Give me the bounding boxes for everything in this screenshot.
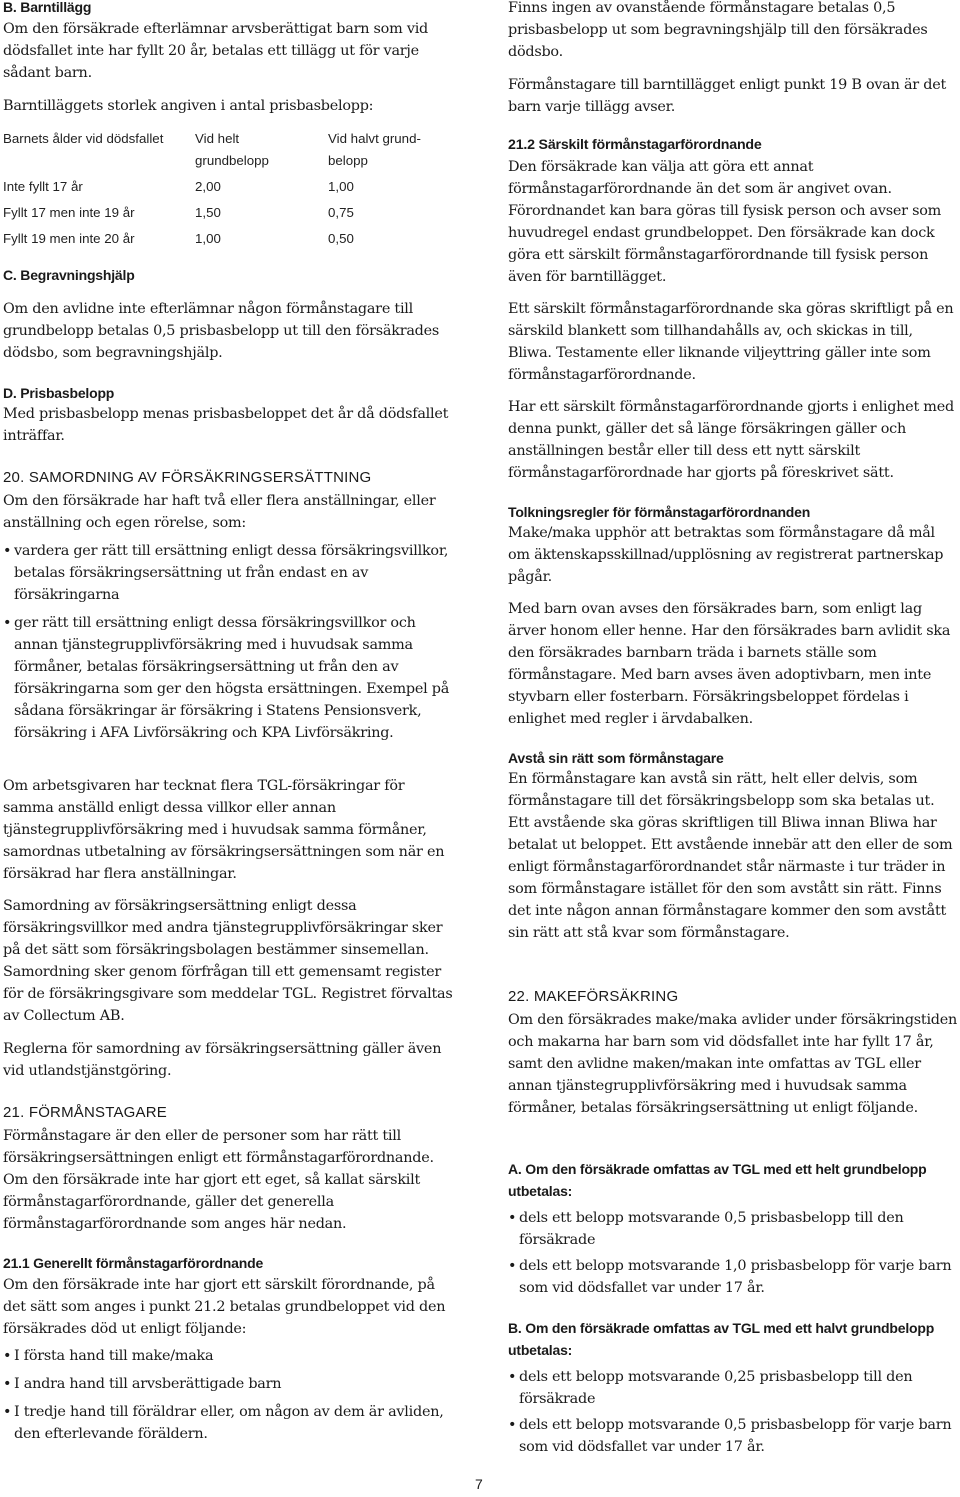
section-title: FÖRMÅNSTAGARE — [28, 1104, 167, 1121]
section-number: 21. — [3, 1104, 25, 1121]
beneficiary-bullet: • I andra hand till arvsberättigade barn — [3, 1373, 459, 1395]
section-22-heading — [508, 987, 678, 1007]
table-header-cell: Vid halvt grund- — [328, 131, 421, 146]
section-21-2-heading: 21.2 Särskilt förmånstagarförordnande — [508, 137, 762, 153]
waive-rights-text: En förmånstagare kan avstå sin rätt, helt eller delvis, som förmånstagare till det försäkringsbelopp som ska betalas ut. Ett avstående ska göras skriftligen till Bliwa innan Bliwa har betalat ut beloppet. Ett avstående innebär att den eller de som enligt förmånstagarförordnandet står närmaste i tur träder in som förmånstagare istället för den som avstått sin rätt. Finns det inte någon annan förmånstagare kommer den som avstått sin rätt att stå kvar som förmånstagare. — [508, 771, 953, 941]
spouse-case-b-bullet: • dels ett belopp motsvarande 0,25 prisbasbelopp till den försäkrade — [508, 1366, 959, 1410]
interpretation-rules-text: Med barn ovan avses den försäkrades barn, som enligt lag ärver honom eller henne. Har den försäkrades barn avlidit ska den försäkrades barnbarn träda i barnets ställe som förmånstagare. Med barn avses även adoptivbarn, men inte styvbarn eller fosterbarn. Försäkringsbeloppet fördelas i enlighet med regler i ärvdabalken. — [508, 601, 951, 727]
section-21-2-text: Har ett särskilt förmånstagarförordnande gjorts i enlighet med denna punkt, gäller det så länge försäkringen gäller och anställningen består eller till dess ett nytt särskilt förmånstagarförordnade har gjorts på föreskrivet sätt. — [508, 399, 954, 481]
table-row — [3, 202, 458, 224]
section-d-heading: D. Prisbasbelopp — [3, 385, 115, 401]
section-title: SAMORDNING AV FÖRSÄKRINGSERSÄTTNING — [28, 469, 372, 486]
section-b-text: Om den försäkrade efterlämnar arvsberättigat barn som vid dödsfallet inte har fyllt 20 år, betalas ett tillägg ut för varje sådant barn. — [3, 21, 429, 81]
table-cell: 0,50 — [328, 231, 354, 246]
section-b-heading: B. Barntillägg — [3, 0, 92, 15]
spouse-case-a-bullet: • dels ett belopp motsvarande 1,0 prisbasbelopp för varje barn som vid dödsfallet var under 17 år. — [508, 1255, 959, 1299]
section-title: MAKEFÖRSÄKRING — [533, 988, 679, 1005]
waive-rights-heading: Avstå sin rätt som förmånstagare — [508, 750, 724, 766]
interpretation-rules-heading: Tolkningsregler för förmånstagarförordnanden — [508, 504, 811, 520]
section-21-2-text: Ett särskilt förmånstagarförordnande ska göras skriftligt på en särskild blankett som tillhandahålls av, och skickas in till, Bliwa. Testamente eller liknande viljeyttring gäller inte som förmånstagarförordnande. — [508, 301, 954, 383]
section-21-1-heading: 21.1 Generellt förmånstagarförordnande — [3, 1255, 264, 1271]
table-header-cell: Vid helt — [195, 131, 240, 146]
table-cell: Fyllt 19 men inte 20 år — [3, 231, 135, 246]
table-cell: 0,75 — [328, 205, 354, 220]
table-row — [3, 228, 458, 250]
spouse-case-b-heading: B. Om den försäkrade omfattas av TGL med ett halvt grundbelopp utbetalas: — [508, 1320, 935, 1358]
table-header-cell — [3, 150, 195, 172]
section-number: 22. — [508, 988, 530, 1005]
section-d-text: Med prisbasbelopp menas prisbasbeloppet det år då dödsfallet inträffar. — [3, 406, 449, 444]
funeral-aid-text: Finns ingen av ovanstående förmånstagare betalas 0,5 prisbasbelopp ut som begravningshjälp till den försäkrades dödsbo. — [508, 0, 928, 60]
section-21-heading — [3, 1103, 167, 1123]
section-20-paragraph: Samordning av försäkringsersättning enligt dessa försäkringsvillkor med andra tjänstegrupplivförsäkringar sker på det sätt som försäkringsbolagen bestämmer sinsemellan. Samordning sker genom förfrågan till ett gemensamt register för de försäkringsgivare som meddelar TGL. Registret förvaltas av Collectum AB. — [3, 898, 453, 1024]
beneficiary-bullet: • I första hand till make/maka — [3, 1345, 459, 1367]
section-number: 20. — [3, 469, 25, 486]
section-20-heading — [3, 468, 371, 488]
table-header-cell: grundbelopp — [195, 153, 269, 168]
section-c-text: Om den avlidne inte efterlämnar någon förmånstagare till grundbelopp betalas 0,5 prisbasbelopp ut till den försäkrades dödsbo, som begravningshjälp. — [3, 301, 440, 361]
section-20-paragraph: Reglerna för samordning av försäkringsersättning gäller även vid utlandstjänstgöring. — [3, 1041, 442, 1079]
section-20-intro: Om den försäkrade har haft två eller flera anställningar, eller anställning och egen rörelse, som: — [3, 493, 436, 531]
spouse-case-a-bullet: • dels ett belopp motsvarande 0,5 prisbasbelopp till den försäkrade — [508, 1207, 959, 1251]
table-cell: 1,50 — [195, 205, 221, 220]
child-supplement-table — [3, 128, 458, 250]
section-20-paragraph: Om arbetsgivaren har tecknat flera TGL-försäkringar för samma anställd enligt dessa villkor eller annan tjänstegrupplivförsäkring med i huvudsak samma förmåner, samordnas utbetalning av försäkringsersättningen som när en försäkrad har flera anställningar. — [3, 778, 445, 882]
section-21-text: Förmånstagare är den eller de personer som har rätt till försäkringsersättningen enligt ett förmånstagarförordnande. Om den försäkrade inte har gjort ett eget, så kallat särskilt förmånstagarförordnande, gäller det generella förmånstagarförordnande som anges här nedan. — [3, 1128, 434, 1232]
section-21-2-text: Den försäkrade kan välja att göra ett annat förmånstagarförordnande än det som är angivet ovan. Förordnandet kan bara göras till fysisk person och avser som huvudregel endast grundbeloppet. Den försäkrade kan dock göra ett särskilt förmånstagarförordnande till fysisk person även för barntillägget. — [508, 159, 942, 285]
table-row — [3, 176, 458, 198]
section-b-table-intro: Barntilläggets storlek angiven i antal prisbasbelopp: — [3, 98, 374, 114]
table-cell: 1,00 — [195, 231, 221, 246]
section-c-heading: C. Begravningshjälp — [3, 267, 135, 283]
table-cell: Fyllt 17 men inte 19 år — [3, 205, 135, 220]
section-20-bullet: • vardera ger rätt till ersättning enligt dessa försäkringsvillkor, betalas försäkringsersättning ut från endast en av försäkringarna — [3, 540, 459, 606]
beneficiary-bullet: • I tredje hand till föräldrar eller, om någon av dem är avliden, den efterlevande föräldern. — [3, 1401, 459, 1445]
spouse-case-a-heading: A. Om den försäkrade omfattas av TGL med ett helt grundbelopp utbetalas: — [508, 1161, 927, 1199]
spouse-case-b-bullet: • dels ett belopp motsvarande 0,5 prisbasbelopp för varje barn som vid dödsfallet var under 17 år. — [508, 1414, 959, 1458]
child-supplement-beneficiary-text: Förmånstagare till barntillägget enligt punkt 19 B ovan är det barn varje tillägg avser. — [508, 77, 946, 115]
table-header-row — [3, 128, 458, 150]
section-22-text: Om den försäkrades make/maka avlider under försäkringstiden och makarna har barn som vid dödsfallet inte har fyllt 17 år, samt den avlidne maken/makan inte omfattas av TGL eller annan tjänstegrupplivförsäkring med i huvudsak samma förmåner, betalas försäkringsersättning ut enligt följande. — [508, 1012, 958, 1116]
interpretation-rules-text: Make/maka upphör att betraktas som förmånstagare då mål om äktenskapsskillnad/upplösning av registrerat partnerskap pågår. — [508, 525, 944, 585]
table-cell: Inte fyllt 17 år — [3, 179, 83, 194]
page-number: 7 — [475, 1476, 483, 1492]
table-cell: 1,00 — [328, 179, 354, 194]
section-21-1-text: Om den försäkrade inte har gjort ett särskilt förordnande, på det sätt som anges i punkt 21.2 betalas grundbeloppet vid den försäkrades död ut enligt följande: — [3, 1277, 446, 1337]
table-header-cell: Barnets ålder vid dödsfallet — [3, 131, 164, 146]
section-20-bullet: • ger rätt till ersättning enligt dessa försäkringsvillkor och annan tjänstegrupplivförsäkring med i huvudsak samma förmåner, betalas försäkringsersättning ut från den av försäkringarna som ger den högsta ersättningen. Exempel på sådana försäkringar är försäkring i Statens Pensionsverk, försäkring i AFA Livförsäkring och KPA Livförsäkring. — [3, 612, 459, 744]
table-cell: 2,00 — [195, 179, 221, 194]
table-header-cell: belopp — [328, 153, 368, 168]
table-header-row — [3, 150, 458, 172]
